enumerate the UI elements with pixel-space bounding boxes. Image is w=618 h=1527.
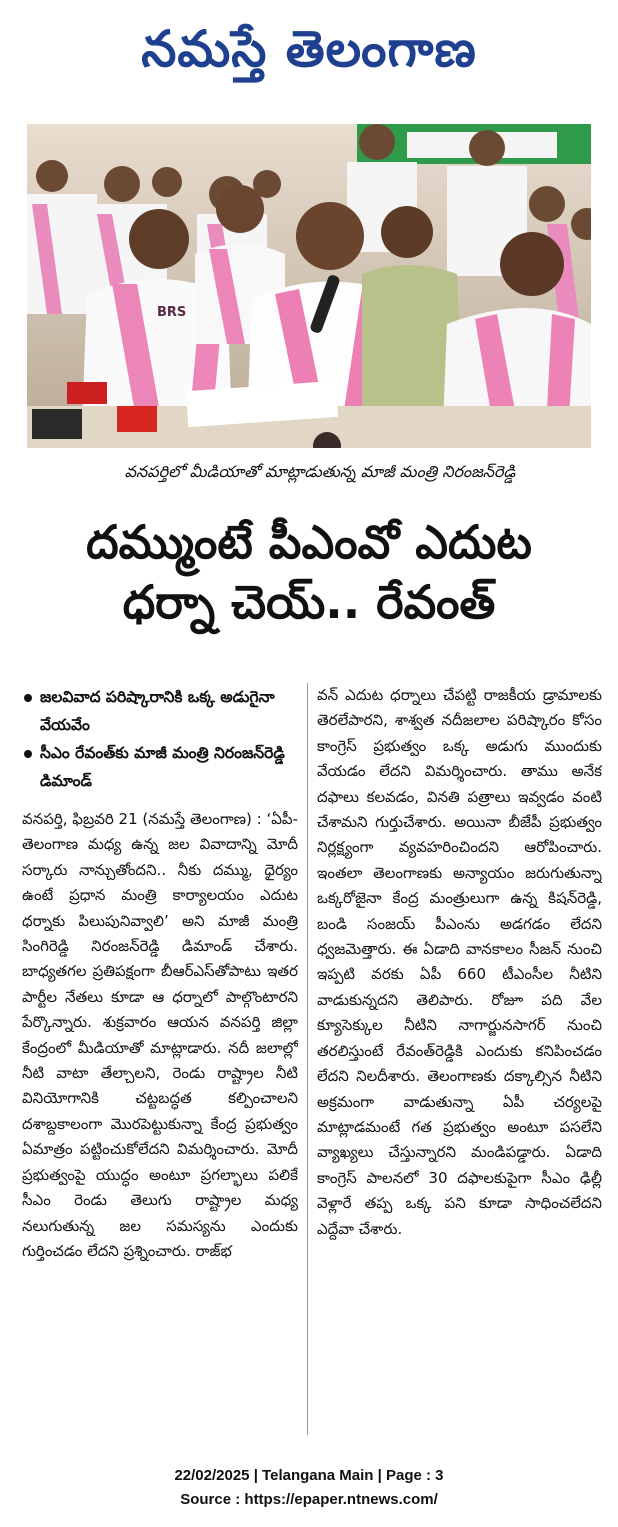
page-footer (0, 1464, 618, 1512)
press-meet-photo-icon (27, 124, 591, 448)
footer-source: Source : https://epaper.ntnews.com/ (180, 1491, 438, 1508)
subheading-text: సీఎం రేవంత్‌కు మాజీ మంత్రి నిరంజన్‌రెడ్డి డిమాండ్ (40, 744, 285, 790)
headline (18, 512, 600, 632)
article-column-left (22, 683, 298, 1445)
news-photo (27, 124, 591, 448)
brs-sash-label: BRS (157, 305, 187, 320)
headline-line-2: ధర్నా చెయ్.. రేవంత్ (122, 575, 496, 629)
article-body-left: వనపర్తి, ఫిబ్రవరి 21 (నమస్తే తెలంగాణ) : ‘ఏపీ-తెలంగాణ మధ్య ఉన్న జల వివాదాన్ని మోదీ సర్కారు నాన్చుతోందని.. నీకు దమ్ము, ధైర్యం ఉంటే ప్రధాన మంత్రి కార్యాలయం ఎదుట ధర్నాకు పిలుపునివ్వాలి’ అని మాజీ మంత్రి సింగిరెడ్డి నిరంజన్‌రెడ్డి డిమాండ్ చేశారు. బాధ్యతగల ప్రతిపక్షంగా బీఆర్‌ఎస్‌తోపాటు ఇతర పార్టీల నేతలు కూడా ఆ ధర్నాలో పాల్గొంటారని పేర్కొన్నారు. శుక్రవారం ఆయన వనపర్తి జిల్లా కేంద్రంలో మీడియాతో మాట్లాడారు. నదీ జలాల్లో నీటి వాటా తేల్చాలని, రెండు రాష్ట్రాల నీటి వినియోగానికి చట్టబద్ధత కల్పించాలని దశాబ్దకాలంగా మొరపెట్టుకున్నా కేంద్ర ప్రభుత్వం ఏమాత్రం పట్టించుకోలేదని విమర్శించారు. మోదీ ప్రభుత్వంపై యుద్ధం అంటూ ప్రగల్భాలు పలికే సీఎం రెండు తెలుగు రాష్ట్రాల మధ్య నలుగుతున్న జల సమస్యను ఎందుకు గుర్తించడం లేదని ప్రశ్నించారు. రాజ్‌భ (22, 810, 298, 1260)
photo-caption: వనపర్తిలో మీడియాతో మాట్లాడుతున్న మాజీ మంత్రి నిరంజన్‌రెడ్డి (124, 461, 516, 481)
headline-line-1: దమ్ముంటే పీఎంవో ఎదుట (86, 515, 532, 569)
subheading-text: జలవివాద పరిష్కారానికి ఒక్క అడుగైనా వేయవేం (40, 688, 275, 734)
subheading-bullet-1 (22, 683, 298, 739)
masthead-title: నమస్తే తెలంగాణ (141, 19, 477, 78)
footer-date-page: 22/02/2025 | Telangana Main | Page : 3 (174, 1467, 444, 1484)
bullet-dot-icon (24, 694, 32, 702)
bullet-dot-icon (24, 750, 32, 758)
article-column-right (317, 683, 602, 1445)
masthead (0, 0, 618, 110)
column-divider (307, 683, 308, 1435)
subheading-bullet-2 (22, 739, 298, 795)
article-body-right: వన్ ఎదుట ధర్నాలు చేపట్టి రాజకీయ డ్రామాలకు తెరలేపారని, శాశ్వత నదీజలాల పరిష్కారం కోసం కాంగ్రెస్ ప్రభుత్వం ఒక్క అడుగు ముందుకు వేయడం లేదని విమర్శించారు. తాము అనేక దఫాలు కలవడం, వినతి పత్రాలు ఇవ్వడం వంటి చేశామని గుర్తుచేశారు. అయినా బీజేపీ ప్రభుత్వం నిర్లక్ష్యంగా వ్యవహరించిందని ఆరోపించారు. ఇంతలా తెలంగాణకు అన్యాయం జరుగుతున్నా ఒక్కరోజైనా కేంద్ర మంత్రులుగా ఉన్న కిషన్‌రెడ్డి, బండి సంజయ్ పీఎంను అడగడం లేదని ధ్వజమెత్తారు. ఈ ఏడాది వానకాలం సీజన్ నుంచి ఇప్పటి వరకు ఏపీ 660 టీఎంసీల నీటిని వాడుకున్నదని తెలిపారు. రోజూ పది వేల క్యూసెక్కుల నీటిని నాగార్జునసాగర్ నుంచి తరలిస్తుంటే రేవంత్‌రెడ్డికి ఎందుకు కనిపించడం లేదని నిలదీశారు. తెలంగాణకు దక్కాల్సిన నీటిని అక్రమంగా వాడుతున్నా ఏపీ చర్యలపై మాట్లాడమంటే గత ప్రభుత్వం అంటూ పసలేని వ్యాఖ్యలు చేస్తున్నారని మండిపడ్డారు. ఏడాది కాంగ్రెస్ పాలనలో 30 దఫాలకుపైగా సీఎం ఢిల్లీ వెళ్లారే తప్ప ఒక్క పని కూడా సాధించలేదని ఎద్దేవా చేశారు. (317, 686, 602, 1238)
